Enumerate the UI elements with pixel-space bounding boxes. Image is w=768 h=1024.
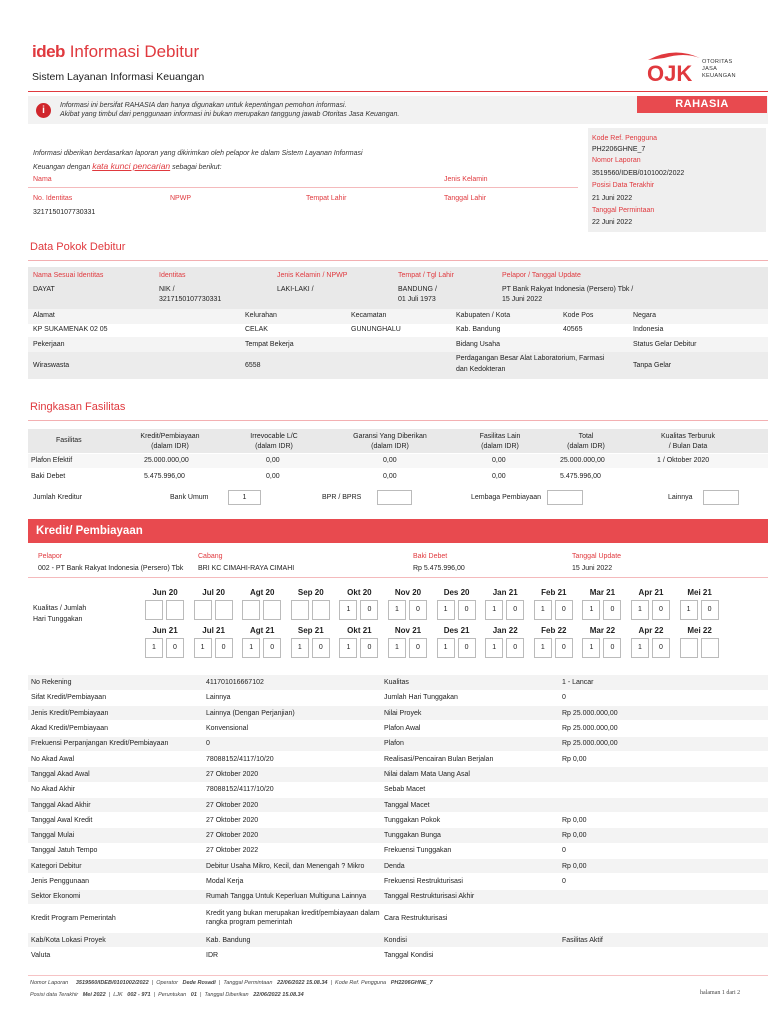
kabupaten-label: Kabupaten / Kota xyxy=(456,312,511,319)
detail-value-right: 0 xyxy=(559,843,768,858)
lembaga-count xyxy=(547,490,583,505)
r1-cell-6-hari: 0 xyxy=(458,600,476,620)
detail-value-left: 27 Oktober 2020 xyxy=(203,797,381,812)
r2-cell-5-hari: 0 xyxy=(409,638,427,658)
kredit-divider xyxy=(28,577,768,578)
detail-value-right: 1 - Lancar xyxy=(559,675,768,690)
r2-cell-7-hari: 0 xyxy=(506,638,524,658)
r1-month-7: Jan 21 xyxy=(492,588,518,597)
r1-cell-1-hari xyxy=(215,600,233,620)
detail-value-right: Rp 25.000.000,00 xyxy=(559,706,768,721)
kode-pos-label: Kode Pos xyxy=(563,312,594,319)
kredit-baki-value: Rp 5.475.996,00 xyxy=(413,565,465,572)
detail-label-left: No Rekening xyxy=(28,675,203,690)
r1-cell-2-hari xyxy=(263,600,281,620)
detail-row xyxy=(28,767,768,782)
r2-cell-5-kualitas: 1 xyxy=(388,638,406,658)
r1-cell-4-hari: 0 xyxy=(360,600,378,620)
r2-cell-8-kualitas: 1 xyxy=(534,638,552,658)
baki-lain-value: 0,00 xyxy=(492,473,506,480)
r2-cell-7-kualitas: 1 xyxy=(485,638,503,658)
plafon-total-value: 25.000.000,00 xyxy=(560,457,605,464)
pekerjaan-value: Wiraswasta xyxy=(33,362,70,369)
detail-value-left: Konvensional xyxy=(203,721,381,736)
ojk-text-1: OTORITAS xyxy=(702,59,733,65)
detail-value-left: Debitur Usaha Mikro, Kecil, dan Menengah ? Mikro xyxy=(203,859,381,874)
ojk-text-2: JASA xyxy=(702,66,718,72)
info-icon: i xyxy=(36,103,51,118)
kode-ref-label: Kode Ref. Pengguna xyxy=(592,135,657,142)
kualitas-terburuk-header-unit: / Bulan Data xyxy=(668,443,708,450)
detail-value-right: Rp 0,00 xyxy=(559,828,768,843)
r2-cell-3-kualitas: 1 xyxy=(291,638,309,658)
status-gelar-value: Tanpa Gelar xyxy=(633,362,672,369)
bidang-usaha-value-2: dan Kedokteran xyxy=(456,366,506,373)
jumlah-kreditur-label: Jumlah Kreditur xyxy=(33,494,83,501)
detail-label-right: Plafon xyxy=(381,736,559,751)
garansi-header: Garansi Yang Diberikan xyxy=(353,433,427,440)
detail-value-left: 0 xyxy=(203,736,381,751)
detail-value-right xyxy=(559,782,768,797)
detail-label-right: Tunggakan Bunga xyxy=(381,828,559,843)
kredit-header-unit: (dalam IDR) xyxy=(151,443,189,450)
plafon-lain-value: 0,00 xyxy=(492,457,506,464)
kredit-section-bar: Kredit/ Pembiayaan xyxy=(28,519,768,543)
ojk-text-3: KEUANGAN xyxy=(702,73,736,79)
col-pelapor-label: Pelapor / Tanggal Update xyxy=(502,272,581,279)
detail-label-right: Tanggal Macet xyxy=(381,797,559,812)
irrevocable-header-unit: (dalam IDR) xyxy=(255,443,293,450)
posisi-data-label: Posisi Data Terakhir xyxy=(592,182,655,189)
r2-cell-2-kualitas: 1 xyxy=(242,638,260,658)
r2-month-5: Nov 21 xyxy=(394,626,422,635)
r1-month-8: Feb 21 xyxy=(541,588,567,597)
detail-row xyxy=(28,751,768,766)
ideb-logo: ideb xyxy=(32,42,65,61)
alamat-header-row xyxy=(28,309,768,324)
status-gelar-label: Status Gelar Debitur xyxy=(633,341,697,348)
r2-cell-4-hari: 0 xyxy=(360,638,378,658)
footer-divider xyxy=(28,975,768,976)
r2-cell-1-kualitas: 1 xyxy=(194,638,212,658)
r2-cell-1-hari: 0 xyxy=(215,638,233,658)
baki-garansi-value: 0,00 xyxy=(383,473,397,480)
kecamatan-value: GUNUNGHALU xyxy=(351,326,401,333)
ringkasan-title: Ringkasan Fasilitas xyxy=(30,401,126,413)
ojk-logo xyxy=(644,50,744,86)
bank-umum-count: 1 xyxy=(228,490,261,505)
r1-cell-3-kualitas xyxy=(291,600,309,620)
detail-label-right: Plafon Awal xyxy=(381,721,559,736)
r1-month-1: Jul 20 xyxy=(202,588,225,597)
r1-cell-5-hari: 0 xyxy=(409,600,427,620)
kredit-cabang-label: Cabang xyxy=(198,553,223,560)
detail-label-right: Tunggakan Pokok xyxy=(381,813,559,828)
detail-label-right: Tanggal Restrukturisasi Akhir xyxy=(381,889,559,904)
detail-value-right: Rp 25.000.000,00 xyxy=(559,736,768,751)
r2-cell-8-hari: 0 xyxy=(555,638,573,658)
r2-month-3: Sep 21 xyxy=(297,626,324,635)
nama-value: DAYAT xyxy=(33,286,55,293)
detail-value-right xyxy=(559,767,768,782)
r2-month-0: Jun 21 xyxy=(152,626,178,635)
baki-kredit-value: 5.475.996,00 xyxy=(144,473,185,480)
r2-cell-11-hari xyxy=(701,638,719,658)
r1-month-9: Mar 21 xyxy=(589,588,616,597)
detail-value-right: Rp 0,00 xyxy=(559,751,768,766)
r1-cell-7-kualitas: 1 xyxy=(485,600,503,620)
detail-value-right: Rp 0,00 xyxy=(559,859,768,874)
kredit-cabang-value: BRI KC CIMAHI-RAYA CIMAHI xyxy=(198,565,295,572)
detail-row xyxy=(28,843,768,858)
npwp-label: NPWP xyxy=(170,195,191,202)
col-tempat-lahir-label: Tempat / Tgl Lahir xyxy=(398,272,454,279)
page-subtitle: Sistem Layanan Informasi Keuangan xyxy=(32,71,205,83)
r1-cell-0-kualitas xyxy=(145,600,163,620)
r1-cell-6-kualitas: 1 xyxy=(437,600,455,620)
detail-row xyxy=(28,690,768,705)
detail-label-left: Tanggal Awal Kredit xyxy=(28,813,203,828)
detail-label-left: Jenis Kredit/Pembiayaan xyxy=(28,706,203,721)
r2-month-10: Apr 22 xyxy=(638,626,664,635)
kualitas-terburuk-header: Kualitas Terburuk xyxy=(661,433,715,440)
detail-row xyxy=(28,948,768,963)
detail-label-left: Kab/Kota Lokasi Proyek xyxy=(28,932,203,947)
r1-cell-5-kualitas: 1 xyxy=(388,600,406,620)
detail-value-left: 27 Oktober 2020 xyxy=(203,813,381,828)
detail-label-right: Cara Restrukturisasi xyxy=(381,904,559,932)
jenis-kelamin-value: LAKI-LAKI / xyxy=(277,286,314,293)
detail-value-left: Kab. Bandung xyxy=(203,932,381,947)
tanggal-lahir-value: 01 Juli 1973 xyxy=(398,296,436,303)
lainnya-count xyxy=(703,490,739,505)
r2-month-6: Des 21 xyxy=(443,626,470,635)
detail-label-left: Jenis Penggunaan xyxy=(28,874,203,889)
ringkasan-divider xyxy=(28,420,768,421)
detail-label-right: Jumlah Hari Tunggakan xyxy=(381,690,559,705)
kredit-update-value: 15 Juni 2022 xyxy=(572,565,613,572)
baki-total-value: 5.475.996,00 xyxy=(560,473,601,480)
plafon-garansi-value: 0,00 xyxy=(383,457,397,464)
r1-cell-11-hari: 0 xyxy=(701,600,719,620)
r1-cell-11-kualitas: 1 xyxy=(680,600,698,620)
tempat-bekerja-label: Tempat Bekerja xyxy=(245,341,294,348)
bank-umum-label: Bank Umum xyxy=(170,494,209,501)
r1-month-5: Nov 20 xyxy=(394,588,422,597)
fasilitas-lain-header-unit: (dalam IDR) xyxy=(481,443,519,450)
r2-cell-0-hari: 0 xyxy=(166,638,184,658)
plafon-efektif-label: Plafon Efektif xyxy=(31,457,73,464)
detail-value-left: Lainnya xyxy=(203,690,381,705)
kode-pos-value: 40565 xyxy=(563,326,583,333)
tanggal-permintaan-label: Tanggal Permintaan xyxy=(592,207,655,214)
r2-month-2: Agt 21 xyxy=(249,626,275,635)
detail-row xyxy=(28,736,768,751)
detail-value-left: Rumah Tangga Untuk Keperluan Multiguna Lainnya xyxy=(203,889,381,904)
detail-row xyxy=(28,932,768,947)
r2-cell-0-kualitas: 1 xyxy=(145,638,163,658)
detail-label-left: Sifat Kredit/Pembiayaan xyxy=(28,690,203,705)
tempat-lahir-label: Tempat Lahir xyxy=(306,195,347,202)
detail-value-right: 0 xyxy=(559,874,768,889)
kredit-pelapor-label: Pelapor xyxy=(38,553,63,560)
kode-ref-value: PH2206GHNE_7 xyxy=(592,146,646,153)
r1-cell-4-kualitas: 1 xyxy=(339,600,357,620)
kelurahan-value: CELAK xyxy=(245,326,268,333)
detail-value-left: 78088152/4117/10/20 xyxy=(203,782,381,797)
detail-value-right: Rp 25.000.000,00 xyxy=(559,721,768,736)
no-identitas-label: No. Identitas xyxy=(33,195,73,202)
plafon-efektif-row xyxy=(28,454,768,468)
bidang-usaha-value-1: Perdagangan Besar Alat Laboratorium, Farmasi xyxy=(456,355,605,362)
r1-cell-10-kualitas: 1 xyxy=(631,600,649,620)
detail-label-right: Frekuensi Tunggakan xyxy=(381,843,559,858)
r1-cell-9-hari: 0 xyxy=(603,600,621,620)
detail-row xyxy=(28,874,768,889)
detail-label-left: Valuta xyxy=(28,948,203,963)
detail-row xyxy=(28,797,768,812)
detail-label-left: Tanggal Akad Awal xyxy=(28,767,203,782)
ringkasan-header-cells xyxy=(28,432,768,452)
detail-label-left: No Akad Awal xyxy=(28,751,203,766)
nomor-laporan-value: 3519560/IDEB/0101002/2022 xyxy=(592,170,685,177)
baki-lc-value: 0,00 xyxy=(266,473,280,480)
detail-value-left: 78088152/4117/10/20 xyxy=(203,751,381,766)
detail-value-right xyxy=(559,948,768,963)
r1-month-0: Jun 20 xyxy=(152,588,178,597)
footer-line1: Nomor Laporan 3519560/IDEB/0101002/2022 | Operator Dede Rosadi | Tanggal Permintaan 22/06/2022 15.08.34 | Kode Ref. Pengguna PH2206GHNE_7 xyxy=(30,980,433,986)
r1-cell-9-kualitas: 1 xyxy=(582,600,600,620)
detail-value-left: 27 Oktober 2020 xyxy=(203,767,381,782)
r2-cell-6-hari: 0 xyxy=(458,638,476,658)
detail-row xyxy=(28,904,768,932)
detail-label-left: Kredit Program Pemerintah xyxy=(28,904,203,932)
detail-value-left: 27 Oktober 2020 xyxy=(203,828,381,843)
tanggal-update-value: 15 Juni 2022 xyxy=(502,296,543,303)
fasilitas-header: Fasilitas xyxy=(56,437,82,444)
r2-month-4: Okt 21 xyxy=(347,626,372,635)
kecamatan-label: Kecamatan xyxy=(351,312,387,319)
detail-value-left: 411701016667102 xyxy=(203,675,381,690)
r1-month-2: Agt 20 xyxy=(249,588,275,597)
detail-value-right xyxy=(559,797,768,812)
search-keyword-link[interactable]: kata kunci pencarian xyxy=(92,161,171,171)
jenis-kelamin-label: Jenis Kelamin xyxy=(444,176,488,183)
header-divider xyxy=(28,91,768,92)
r1-cell-7-hari: 0 xyxy=(506,600,524,620)
plafon-kredit-value: 25.000.000,00 xyxy=(144,457,189,464)
alamat-value: KP SUKAMENAK 02 05 xyxy=(33,326,108,333)
tanggal-permintaan-value: 22 Juni 2022 xyxy=(592,219,633,226)
baki-debet-label: Baki Debet xyxy=(31,473,66,480)
page-number: halaman 1 dari 2 xyxy=(700,990,741,996)
detail-value-left: Modal Kerja xyxy=(203,874,381,889)
negara-label: Negara xyxy=(633,312,656,319)
lainnya-label: Lainnya xyxy=(668,494,693,501)
detail-value-right: Rp 0,00 xyxy=(559,813,768,828)
pelapor-value: PT Bank Rakyat Indonesia (Persero) Tbk / xyxy=(502,286,634,293)
detail-row xyxy=(28,675,768,690)
nama-label: Nama xyxy=(33,176,52,183)
bpr-label: BPR / BPRS xyxy=(322,494,362,501)
nomor-laporan-label: Nomor Laporan xyxy=(592,157,641,164)
garansi-header-unit: (dalam IDR) xyxy=(371,443,409,450)
plafon-lc-value: 0,00 xyxy=(266,457,280,464)
r2-cell-9-hari: 0 xyxy=(603,638,621,658)
detail-value-left: 27 Oktober 2022 xyxy=(203,843,381,858)
tanggal-lahir-label: Tanggal Lahir xyxy=(444,195,487,202)
detail-value-left: IDR xyxy=(203,948,381,963)
kredit-pelapor-value: 002 - PT Bank Rakyat Indonesia (Persero) Tbk xyxy=(38,565,184,572)
detail-row xyxy=(28,782,768,797)
detail-row xyxy=(28,889,768,904)
identitas-value-1: NIK / xyxy=(159,286,175,293)
r1-month-10: Apr 21 xyxy=(638,588,664,597)
kredit-update-label: Tanggal Update xyxy=(572,553,622,560)
detail-label-right: Nilai Proyek xyxy=(381,706,559,721)
data-pokok-title: Data Pokok Debitur xyxy=(30,241,126,253)
r2-cell-3-hari: 0 xyxy=(312,638,330,658)
col-nama-label: Nama Sesuai Identitas xyxy=(33,272,104,279)
r1-month-3: Sep 20 xyxy=(297,588,324,597)
kualitas-label: Kualitas / Jumlah Hari Tunggakan xyxy=(33,605,87,623)
detail-label-left: No Akad Akhir xyxy=(28,782,203,797)
fasilitas-lain-header: Fasilitas Lain xyxy=(479,433,521,440)
detail-label-right: Denda xyxy=(381,859,559,874)
rahasia-badge: RAHASIA xyxy=(637,96,767,113)
r1-cell-3-hari xyxy=(312,600,330,620)
r2-month-8: Feb 22 xyxy=(541,626,567,635)
kelurahan-label: Kelurahan xyxy=(245,312,277,319)
detail-value-right: 0 xyxy=(559,690,768,705)
no-identitas-value: 3217150107730331 xyxy=(33,209,96,216)
pekerjaan-label: Pekerjaan xyxy=(33,341,65,348)
kredit-baki-label: Baki Debet xyxy=(413,553,448,560)
r1-cell-8-hari: 0 xyxy=(555,600,573,620)
detail-label-left: Akad Kredit/Pembiayaan xyxy=(28,721,203,736)
r2-cell-10-hari: 0 xyxy=(652,638,670,658)
r1-cell-10-hari: 0 xyxy=(652,600,670,620)
irrevocable-header: Irrevocable L/C xyxy=(250,433,298,440)
detail-row xyxy=(28,721,768,736)
detail-label-right: Kualitas xyxy=(381,675,559,690)
detail-label-left: Tanggal Akad Akhir xyxy=(28,797,203,812)
detail-row xyxy=(28,859,768,874)
tempat-bekerja-value: 6558 xyxy=(245,362,261,369)
detail-label-right: Kondisi xyxy=(381,932,559,947)
r1-month-6: Des 20 xyxy=(443,588,470,597)
detail-label-right: Frekuensi Restrukturisasi xyxy=(381,874,559,889)
r1-cell-0-hari xyxy=(166,600,184,620)
detail-label-left: Sektor Ekonomi xyxy=(28,889,203,904)
detail-row xyxy=(28,828,768,843)
identitas-value-2: 3217150107730331 xyxy=(159,296,222,303)
bidang-usaha-label: Bidang Usaha xyxy=(456,341,500,348)
detail-value-right xyxy=(559,889,768,904)
bpr-count xyxy=(377,490,412,505)
r1-cell-2-kualitas xyxy=(242,600,260,620)
r2-cell-11-kualitas xyxy=(680,638,698,658)
detail-row xyxy=(28,813,768,828)
r1-month-11: Mei 21 xyxy=(687,588,712,597)
detail-value-right xyxy=(559,904,768,932)
r2-cell-4-kualitas: 1 xyxy=(339,638,357,658)
reference-box xyxy=(588,128,766,232)
kualitas-terburuk-value: 1 / Oktober 2020 xyxy=(657,457,710,464)
kredit-header: Kredit/Pembiayaan xyxy=(140,433,200,440)
detail-value-right: Fasilitas Aktif xyxy=(559,932,768,947)
total-header: Total xyxy=(578,433,594,440)
svg-text:OJK: OJK xyxy=(647,61,693,86)
detail-label-right: Realisasi/Pencairan Bulan Berjalan xyxy=(381,751,559,766)
detail-value-left: Lainnya (Dengan Perjanjian) xyxy=(203,706,381,721)
r1-cell-8-kualitas: 1 xyxy=(534,600,552,620)
tempat-lahir-value: BANDUNG / xyxy=(398,286,437,293)
detail-label-left: Tanggal Jatuh Tempo xyxy=(28,843,203,858)
detail-value-left: Kredit yang bukan merupakan kredit/pembiayaan dalam rangka program pemerintah xyxy=(203,904,381,932)
r2-cell-9-kualitas: 1 xyxy=(582,638,600,658)
search-divider xyxy=(28,187,578,188)
detail-label-left: Kategori Debitur xyxy=(28,859,203,874)
kredit-detail-table xyxy=(28,675,768,964)
ojk-emblem-icon xyxy=(644,50,702,86)
detail-label-left: Frekuensi Perpanjangan Kredit/Pembiayaan xyxy=(28,736,203,751)
page-title: ideb Informasi Debitur xyxy=(32,42,200,61)
r2-cell-10-kualitas: 1 xyxy=(631,638,649,658)
alamat-label: Alamat xyxy=(33,312,55,319)
r1-cell-1-kualitas xyxy=(194,600,212,620)
col-jenis-kelamin-label: Jenis Kelamin / NPWP xyxy=(277,272,348,279)
total-header-unit: (dalam IDR) xyxy=(567,443,605,450)
ringkasan-rows xyxy=(28,454,768,486)
detail-label-right: Sebab Macet xyxy=(381,782,559,797)
r2-cell-2-hari: 0 xyxy=(263,638,281,658)
detail-label-right: Nilai dalam Mata Uang Asal xyxy=(381,767,559,782)
r2-month-7: Jan 22 xyxy=(492,626,518,635)
r2-month-1: Jul 21 xyxy=(202,626,225,635)
r1-month-4: Okt 20 xyxy=(347,588,372,597)
data-pokok-divider xyxy=(28,260,768,261)
negara-value: Indonesia xyxy=(633,326,664,333)
r2-month-11: Mei 22 xyxy=(687,626,712,635)
col-identitas-label: Identitas xyxy=(159,272,186,279)
kabupaten-value: Kab. Bandung xyxy=(456,326,501,333)
search-intro: Informasi diberikan berdasarkan laporan yang dikirimkan oleh pelapor ke dalam Sistem Layanan Informasi Keuangan dengan kata kunci pencarian sebagai berikut: xyxy=(33,150,363,171)
detail-row xyxy=(28,706,768,721)
detail-label-left: Tanggal Mulai xyxy=(28,828,203,843)
detail-label-right: Tanggal Kondisi xyxy=(381,948,559,963)
footer-line2: Posisi data Terakhir Mei 2022 | LJK 002 - 971 | Peruntukan 01 | Tanggal Diberikan 22/06/2022 15.08.34 xyxy=(30,992,304,998)
lembaga-label: Lembaga Pembiayaan xyxy=(471,494,542,501)
baki-debet-row xyxy=(28,470,768,484)
posisi-data-value: 21 Juni 2022 xyxy=(592,195,633,202)
r2-cell-6-kualitas: 1 xyxy=(437,638,455,658)
r2-month-9: Mar 22 xyxy=(589,626,616,635)
notice-text: Informasi ini bersifat RAHASIA dan hanya digunakan untuk kepentingan pemohon informasi. Akibat yang timbul dari penggunaan informasi ini bukan merupakan tanggung jawab Otoritas Jasa Keuangan. xyxy=(60,102,400,118)
